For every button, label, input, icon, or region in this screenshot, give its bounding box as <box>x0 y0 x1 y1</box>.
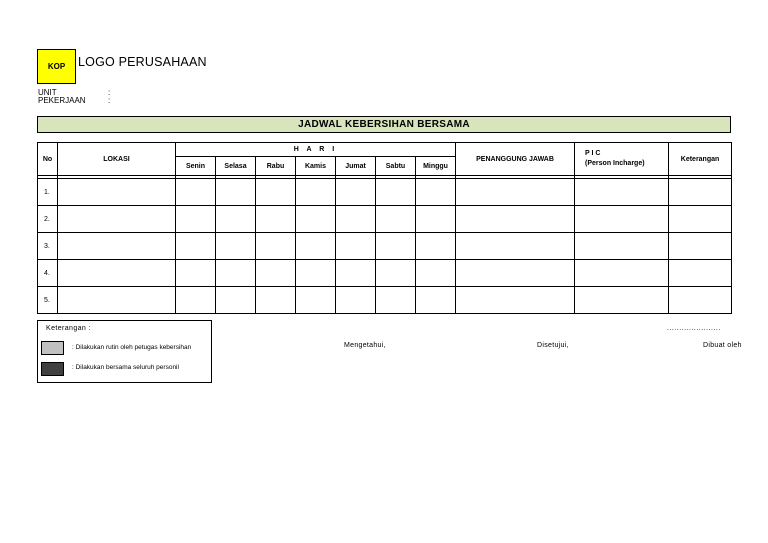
cell-day[interactable] <box>336 233 376 260</box>
cell-pic[interactable] <box>575 260 669 287</box>
cell-keterangan[interactable] <box>669 206 732 233</box>
legend-title: Keterangan : <box>46 325 91 332</box>
cell-pic[interactable] <box>575 233 669 260</box>
cell-pic[interactable] <box>575 287 669 314</box>
cell-day[interactable] <box>376 260 416 287</box>
header-penanggung-jawab: PENANGGUNG JAWAB <box>456 143 575 176</box>
cell-day[interactable] <box>376 233 416 260</box>
cell-day[interactable] <box>416 260 456 287</box>
cell-day[interactable] <box>416 233 456 260</box>
cell-keterangan[interactable] <box>669 179 732 206</box>
legend-swatch-together <box>41 362 64 376</box>
day-minggu: Minggu <box>416 157 456 176</box>
cell-pic[interactable] <box>575 179 669 206</box>
cell-day[interactable] <box>296 260 336 287</box>
cell-penanggung[interactable] <box>456 287 575 314</box>
table-row <box>38 233 732 260</box>
cell-day[interactable] <box>376 179 416 206</box>
cell-keterangan[interactable] <box>669 260 732 287</box>
header-pic <box>575 143 669 176</box>
row-number: 4. <box>38 260 58 287</box>
cell-day[interactable] <box>296 206 336 233</box>
header-keterangan: Keterangan <box>669 143 732 176</box>
cell-day[interactable] <box>376 287 416 314</box>
cell-day[interactable] <box>336 206 376 233</box>
cell-day[interactable] <box>216 206 256 233</box>
cell-day[interactable] <box>256 233 296 260</box>
legend-text-routine: : Dilakukan rutin oleh petugas kebersihan <box>72 344 192 351</box>
signature-date-line: ...................... <box>667 325 721 332</box>
cell-lokasi[interactable] <box>58 287 176 314</box>
cell-day[interactable] <box>256 206 296 233</box>
cell-day[interactable] <box>296 287 336 314</box>
header-no: No <box>38 143 58 176</box>
cell-penanggung[interactable] <box>456 233 575 260</box>
cell-day[interactable] <box>416 206 456 233</box>
table-row <box>38 287 732 314</box>
signature-mengetahui: Mengetahui, <box>344 342 386 349</box>
field-pekerjaan <box>38 96 111 105</box>
table-row <box>38 260 732 287</box>
company-logo-text: LOGO PERUSAHAAN <box>78 55 207 69</box>
cell-day[interactable] <box>176 233 216 260</box>
cell-day[interactable] <box>296 179 336 206</box>
cell-lokasi[interactable] <box>58 233 176 260</box>
cell-day[interactable] <box>256 179 296 206</box>
legend-box <box>37 320 212 383</box>
cell-day[interactable] <box>216 260 256 287</box>
cell-lokasi[interactable] <box>58 206 176 233</box>
legend-text-together: : Dilakukan bersama seluruh personil <box>72 364 179 371</box>
day-kamis: Kamis <box>296 157 336 176</box>
cell-lokasi[interactable] <box>58 179 176 206</box>
header-hari: H A R I <box>176 143 456 157</box>
cell-day[interactable] <box>216 233 256 260</box>
cell-day[interactable] <box>256 287 296 314</box>
kop-box <box>37 49 76 84</box>
cell-day[interactable] <box>336 179 376 206</box>
field-unit-label: UNIT <box>38 88 57 97</box>
cell-pic[interactable] <box>575 206 669 233</box>
cell-keterangan[interactable] <box>669 287 732 314</box>
day-jumat: Jumat <box>336 157 376 176</box>
table-row <box>38 179 732 206</box>
row-number: 1. <box>38 179 58 206</box>
cell-day[interactable] <box>296 233 336 260</box>
signature-dibuat: Dibuat oleh <box>703 342 742 349</box>
cell-day[interactable] <box>176 206 216 233</box>
cell-day[interactable] <box>416 179 456 206</box>
day-sabtu: Sabtu <box>376 157 416 176</box>
legend-swatch-routine <box>41 341 64 355</box>
cell-day[interactable] <box>336 260 376 287</box>
header-lokasi: LOKASI <box>58 143 176 176</box>
cell-day[interactable] <box>376 206 416 233</box>
cell-keterangan[interactable] <box>669 233 732 260</box>
cell-day[interactable] <box>176 260 216 287</box>
table-row <box>38 206 732 233</box>
day-senin: Senin <box>176 157 216 176</box>
header-pic-title: P I C <box>585 150 601 157</box>
cell-lokasi[interactable] <box>58 260 176 287</box>
row-number: 2. <box>38 206 58 233</box>
day-rabu: Rabu <box>256 157 296 176</box>
schedule-table <box>37 142 732 314</box>
field-pekerjaan-colon: : <box>108 96 111 105</box>
cell-penanggung[interactable] <box>456 206 575 233</box>
schedule-title: JADWAL KEBERSIHAN BERSAMA <box>37 116 731 133</box>
row-number: 5. <box>38 287 58 314</box>
cell-day[interactable] <box>176 287 216 314</box>
signature-disetujui: Disetujui, <box>537 342 569 349</box>
kop-label: KOP <box>47 62 66 71</box>
cell-day[interactable] <box>216 179 256 206</box>
day-selasa: Selasa <box>216 157 256 176</box>
header-pic-sub: (Person Incharge) <box>585 160 645 167</box>
cell-penanggung[interactable] <box>456 179 575 206</box>
cell-day[interactable] <box>216 287 256 314</box>
field-pekerjaan-label: PEKERJAAN <box>38 96 86 105</box>
row-number: 3. <box>38 233 58 260</box>
cell-day[interactable] <box>416 287 456 314</box>
cell-day[interactable] <box>336 287 376 314</box>
cell-penanggung[interactable] <box>456 260 575 287</box>
cell-day[interactable] <box>256 260 296 287</box>
field-unit-colon: : <box>108 88 111 97</box>
cell-day[interactable] <box>176 179 216 206</box>
